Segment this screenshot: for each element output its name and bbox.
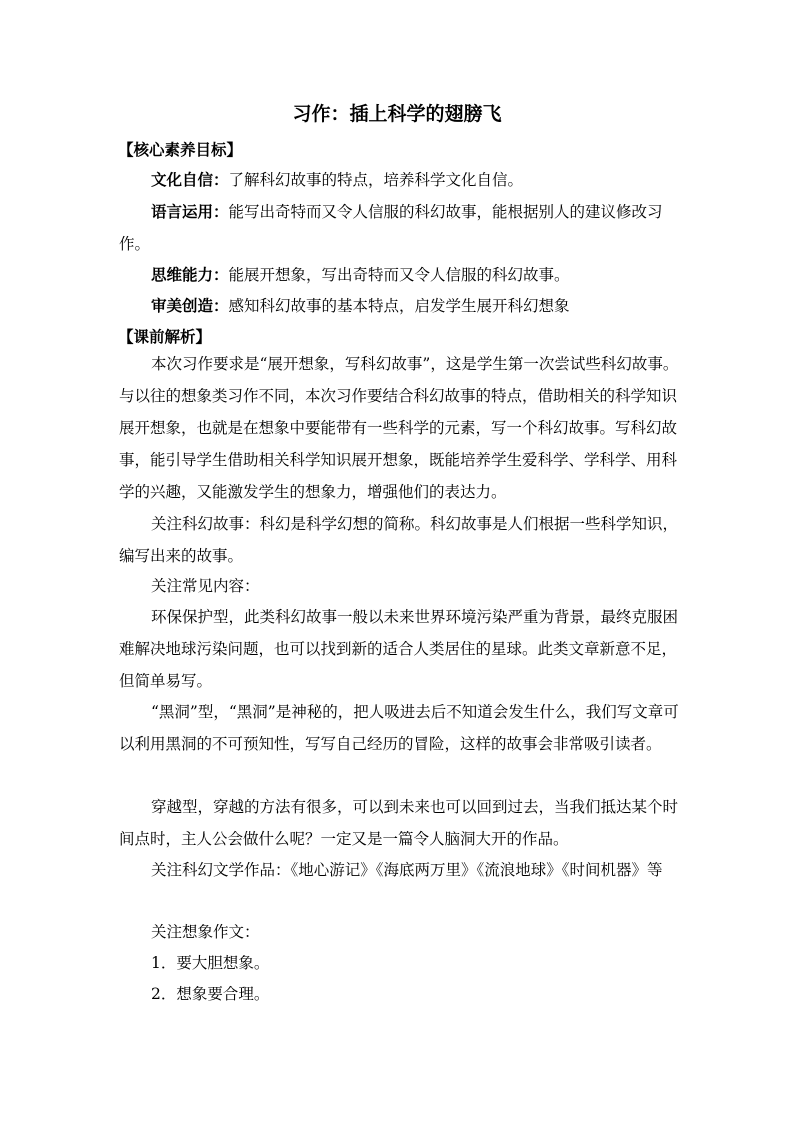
analysis-paragraph-environment: 环保保护型，此类科幻故事一般以未来世界环境污染严重为背景，最终克服困难解决地球污染问题，也可以找到新的适合人类居住的星球。此类文章新意不足，但简单易写。 xyxy=(119,608,679,690)
goals-heading: 【核心素养目标】 xyxy=(118,141,243,159)
list-item: 1．要大胆想象。 xyxy=(151,954,270,972)
goal-thinking xyxy=(119,259,679,291)
goal-text: 能展开想象，写出奇特而又令人信服的科幻故事。 xyxy=(228,266,570,284)
analysis-paragraph-intro: 本次习作要求是“展开想象，写科幻故事”，这是学生第一次尝试些科幻故事。与以往的想象类习作不同，本次习作要结合科幻故事的特点，借助相关的科学知识展开想象，也就是在想象中要能带有一些科学的元素，写一个科幻故事。写科幻故事，能引导学生借助相关科学知识展开想象，既能培养学生爱科学、学科学、用科学的兴趣，又能激发学生的想象力，增强他们的表达力。 xyxy=(119,355,679,501)
goal-label: 语言运用： xyxy=(151,203,229,221)
goal-language xyxy=(119,196,679,260)
goal-label: 思维能力： xyxy=(151,266,229,284)
analysis-paragraph-definition: 关注科幻故事：科幻是科学幻想的简称。科幻故事是人们根据一些科学知识，编写出来的故事。 xyxy=(119,515,679,565)
goal-text: 感知科幻故事的基本特点，启发学生展开科幻想象 xyxy=(228,297,570,315)
goal-text: 了解科幻故事的特点，培养科学文化自信。 xyxy=(228,171,524,189)
analysis-heading: 【课前解析】 xyxy=(118,328,212,346)
goal-aesthetic xyxy=(119,290,679,322)
list-item: 2．想象要合理。 xyxy=(151,985,270,1003)
goal-label: 审美创造： xyxy=(151,297,229,315)
analysis-paragraph-works: 关注科幻文学作品：《地心游记》《海底两万里》《流浪地球》《时间机器》等 xyxy=(151,861,663,879)
analysis-paragraph-common: 关注常见内容： xyxy=(151,577,260,595)
goal-text: 能写出奇特而又令人信服的科幻故事，能根据别人的建议修改习作。 xyxy=(119,203,663,253)
analysis-paragraph-imagination: 关注想象作文： xyxy=(151,923,260,941)
analysis-paragraph-timetravel: 穿越型，穿越的方法有很多，可以到未来也可以回到过去，当我们抵达某个时间点时，主人公会做什么呢？一定又是一篇令人脑洞大开的作品。 xyxy=(119,798,679,848)
goal-culture xyxy=(119,164,679,196)
document-title: 习作：插上科学的翅膀飞 xyxy=(292,103,502,125)
goal-label: 文化自信： xyxy=(151,171,229,189)
analysis-paragraph-blackhole: “黑洞”型，“黑洞”是神秘的，把人吸进去后不知道会发生什么，我们写文章可以利用黑洞的不可预知性，写写自己经历的冒险，这样的故事会非常吸引读者。 xyxy=(119,703,679,753)
